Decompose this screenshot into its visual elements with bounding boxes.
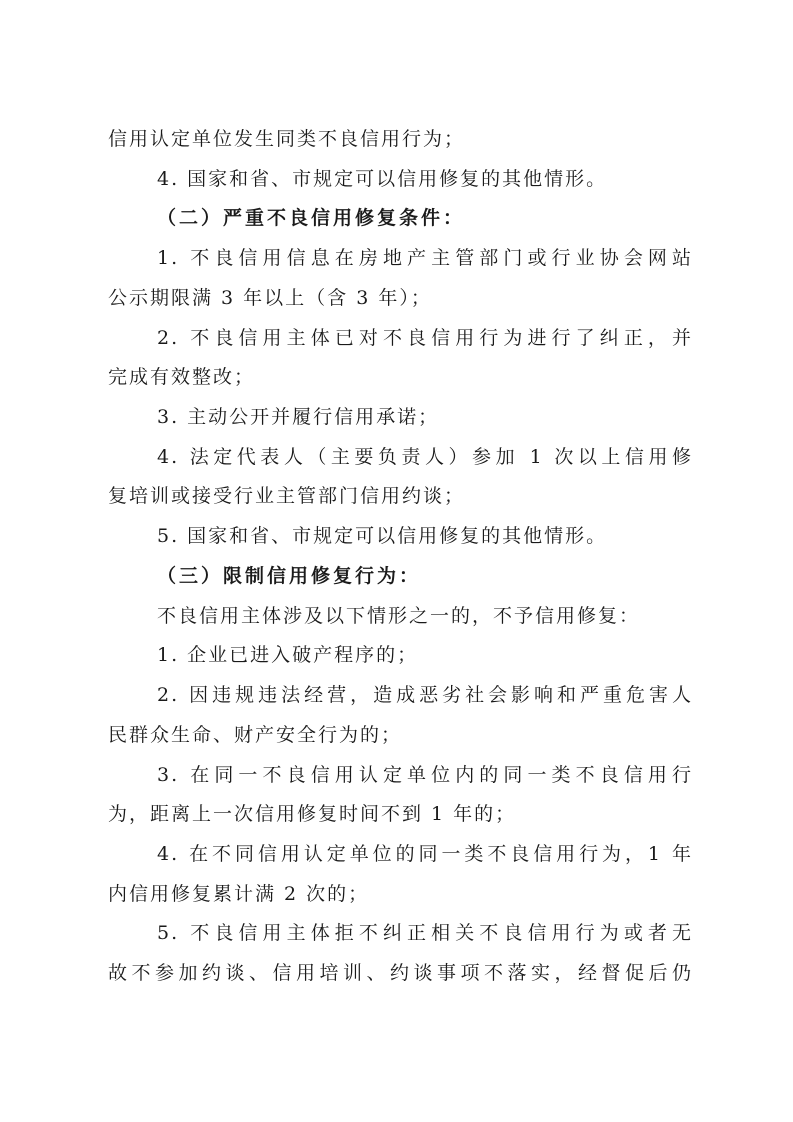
text-line-22: 故不参加约谈、信用培训、约谈事项不落实，经督促后仍 [108,962,693,984]
text-line-2: 4. 国家和省、市规定可以信用修复的其他情形。 [157,168,608,190]
text-line-8: 3. 主动公开并履行信用承诺； [157,406,440,428]
text-line-21: 5. 不良信用主体拒不纠正相关不良信用行为或者无 [157,922,693,944]
text-line-17: 3. 在同一不良信用认定单位内的同一类不良信用行 [157,764,693,786]
text-line-16: 民群众生命、财产安全行为的； [108,724,403,746]
text-line-7: 完成有效整改； [108,366,256,388]
text-line-13: 不良信用主体涉及以下情形之一的，不予信用修复： [157,605,641,627]
text-line-20: 内信用修复累计满 2 次的； [108,883,370,905]
text-line-5: 公示期限满 3 年以上（含 3 年）； [108,287,432,309]
text-line-15: 2. 因违规违法经营，造成恶劣社会影响和严重危害人 [157,684,693,706]
text-line-10: 复培训或接受行业主管部门信用约谈； [108,485,466,507]
text-line-9: 4. 法定代表人（主要负责人）参加 1 次以上信用修 [157,446,693,468]
text-line-11: 5. 国家和省、市规定可以信用修复的其他情形。 [157,525,608,547]
text-line-4: 1. 不良信用信息在房地产主管部门或行业协会网站 [157,247,693,269]
section-heading-2: （二）严重不良信用修复条件： [157,207,466,229]
section-heading-3: （三）限制信用修复行为： [157,565,422,587]
text-line-14: 1. 企业已进入破产程序的； [157,644,419,666]
text-line-6: 2. 不良信用主体已对不良信用行为进行了纠正，并 [157,327,693,349]
text-line-18: 为，距离上一次信用修复时间不到 1 年的； [108,803,517,825]
text-line-1: 信用认定单位发生同类不良信用行为； [108,128,466,150]
text-line-19: 4. 在不同信用认定单位的同一类不良信用行为，1 年 [157,843,693,865]
